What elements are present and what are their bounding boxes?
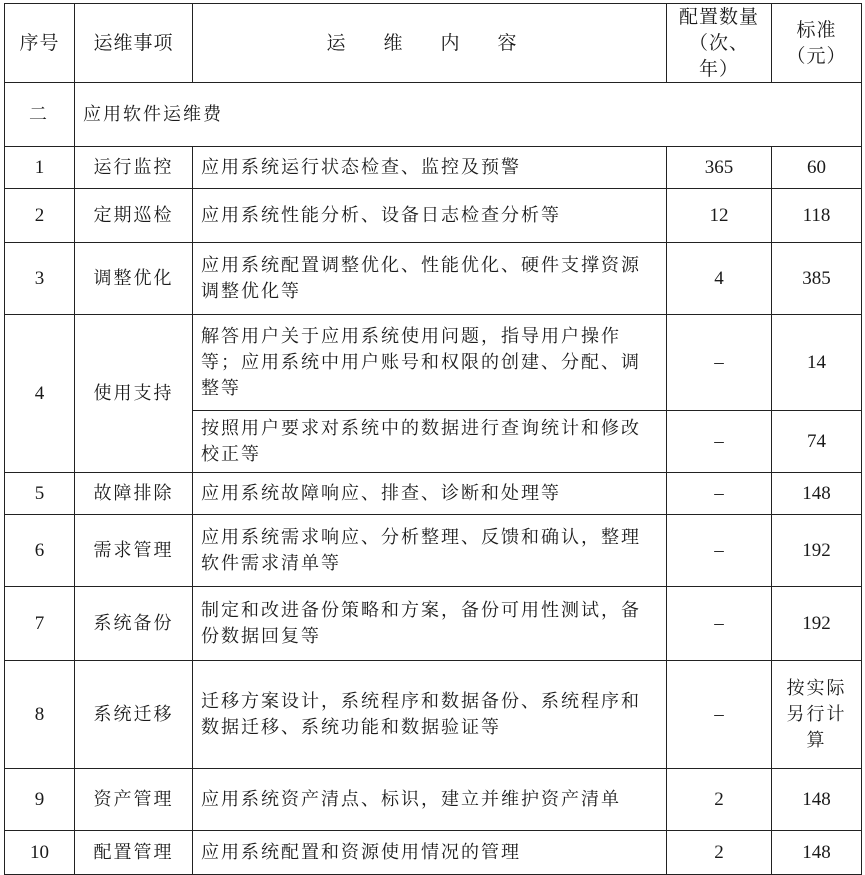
row-std: 385 bbox=[772, 243, 862, 315]
table-row bbox=[5, 661, 862, 769]
row-index: 8 bbox=[5, 661, 75, 769]
row-qty: 4 bbox=[667, 243, 772, 315]
row-item: 运行监控 bbox=[75, 147, 193, 189]
row-item: 故障排除 bbox=[75, 473, 193, 515]
ops-standard-table bbox=[4, 3, 862, 875]
row-std: 按实际另行计算 bbox=[772, 661, 862, 769]
row-qty: – bbox=[667, 661, 772, 769]
row-index: 7 bbox=[5, 587, 75, 661]
row-qty: 12 bbox=[667, 189, 772, 243]
table-row bbox=[5, 315, 862, 411]
row-std: 192 bbox=[772, 587, 862, 661]
table-row bbox=[5, 515, 862, 587]
row-index: 9 bbox=[5, 769, 75, 831]
header-item: 运维事项 bbox=[75, 4, 193, 83]
row-content: 应用系统故障响应、排查、诊断和处理等 bbox=[193, 473, 667, 515]
row-qty: 2 bbox=[667, 831, 772, 875]
row-index: 6 bbox=[5, 515, 75, 587]
row-item: 配置管理 bbox=[75, 831, 193, 875]
table-row bbox=[5, 147, 862, 189]
row-content: 制定和改进备份策略和方案，备份可用性测试，备份数据回复等 bbox=[193, 587, 667, 661]
row-content: 迁移方案设计，系统程序和数据备份、系统程序和数据迁移、系统功能和数据验证等 bbox=[193, 661, 667, 769]
row-qty: – bbox=[667, 515, 772, 587]
row-qty: – bbox=[667, 473, 772, 515]
row-index: 2 bbox=[5, 189, 75, 243]
section-index: 二 bbox=[5, 83, 75, 147]
table-row bbox=[5, 473, 862, 515]
row-item: 使用支持 bbox=[75, 315, 193, 473]
row-std: 192 bbox=[772, 515, 862, 587]
section-row bbox=[5, 83, 862, 147]
table-row bbox=[5, 189, 862, 243]
row-index: 5 bbox=[5, 473, 75, 515]
header-std: 标准（元） bbox=[772, 4, 862, 83]
row-index: 10 bbox=[5, 831, 75, 875]
header-index: 序号 bbox=[5, 4, 75, 83]
row-std: 148 bbox=[772, 473, 862, 515]
row-std: 148 bbox=[772, 769, 862, 831]
section-title: 应用软件运维费 bbox=[75, 83, 862, 147]
row-std: 118 bbox=[772, 189, 862, 243]
table-row bbox=[5, 243, 862, 315]
row-qty: – bbox=[667, 315, 772, 411]
row-std: 14 bbox=[772, 315, 862, 411]
row-index: 4 bbox=[5, 315, 75, 473]
row-std: 74 bbox=[772, 411, 862, 473]
row-qty: – bbox=[667, 411, 772, 473]
row-item: 调整优化 bbox=[75, 243, 193, 315]
row-qty: – bbox=[667, 587, 772, 661]
row-index: 1 bbox=[5, 147, 75, 189]
row-qty: 2 bbox=[667, 769, 772, 831]
row-content: 应用系统需求响应、分析整理、反馈和确认，整理软件需求清单等 bbox=[193, 515, 667, 587]
row-content: 解答用户关于应用系统使用问题，指导用户操作等；应用系统中用户账号和权限的创建、分配、调整等 bbox=[193, 315, 667, 411]
table-row bbox=[5, 587, 862, 661]
row-qty: 365 bbox=[667, 147, 772, 189]
row-content: 应用系统性能分析、设备日志检查分析等 bbox=[193, 189, 667, 243]
row-content: 应用系统资产清点、标识，建立并维护资产清单 bbox=[193, 769, 667, 831]
row-content: 应用系统配置和资源使用情况的管理 bbox=[193, 831, 667, 875]
row-item: 定期巡检 bbox=[75, 189, 193, 243]
row-std: 148 bbox=[772, 831, 862, 875]
row-content: 应用系统配置调整优化、性能优化、硬件支撑资源调整优化等 bbox=[193, 243, 667, 315]
row-item: 系统迁移 bbox=[75, 661, 193, 769]
table-row bbox=[5, 769, 862, 831]
header-qty: 配置数量（次、年） bbox=[667, 4, 772, 83]
row-item: 需求管理 bbox=[75, 515, 193, 587]
row-index: 3 bbox=[5, 243, 75, 315]
row-item: 系统备份 bbox=[75, 587, 193, 661]
row-std: 60 bbox=[772, 147, 862, 189]
header-row bbox=[5, 4, 862, 83]
row-item: 资产管理 bbox=[75, 769, 193, 831]
header-content: 运 维 内 容 bbox=[193, 4, 667, 83]
row-content: 按照用户要求对系统中的数据进行查询统计和修改校正等 bbox=[193, 411, 667, 473]
row-content: 应用系统运行状态检查、监控及预警 bbox=[193, 147, 667, 189]
